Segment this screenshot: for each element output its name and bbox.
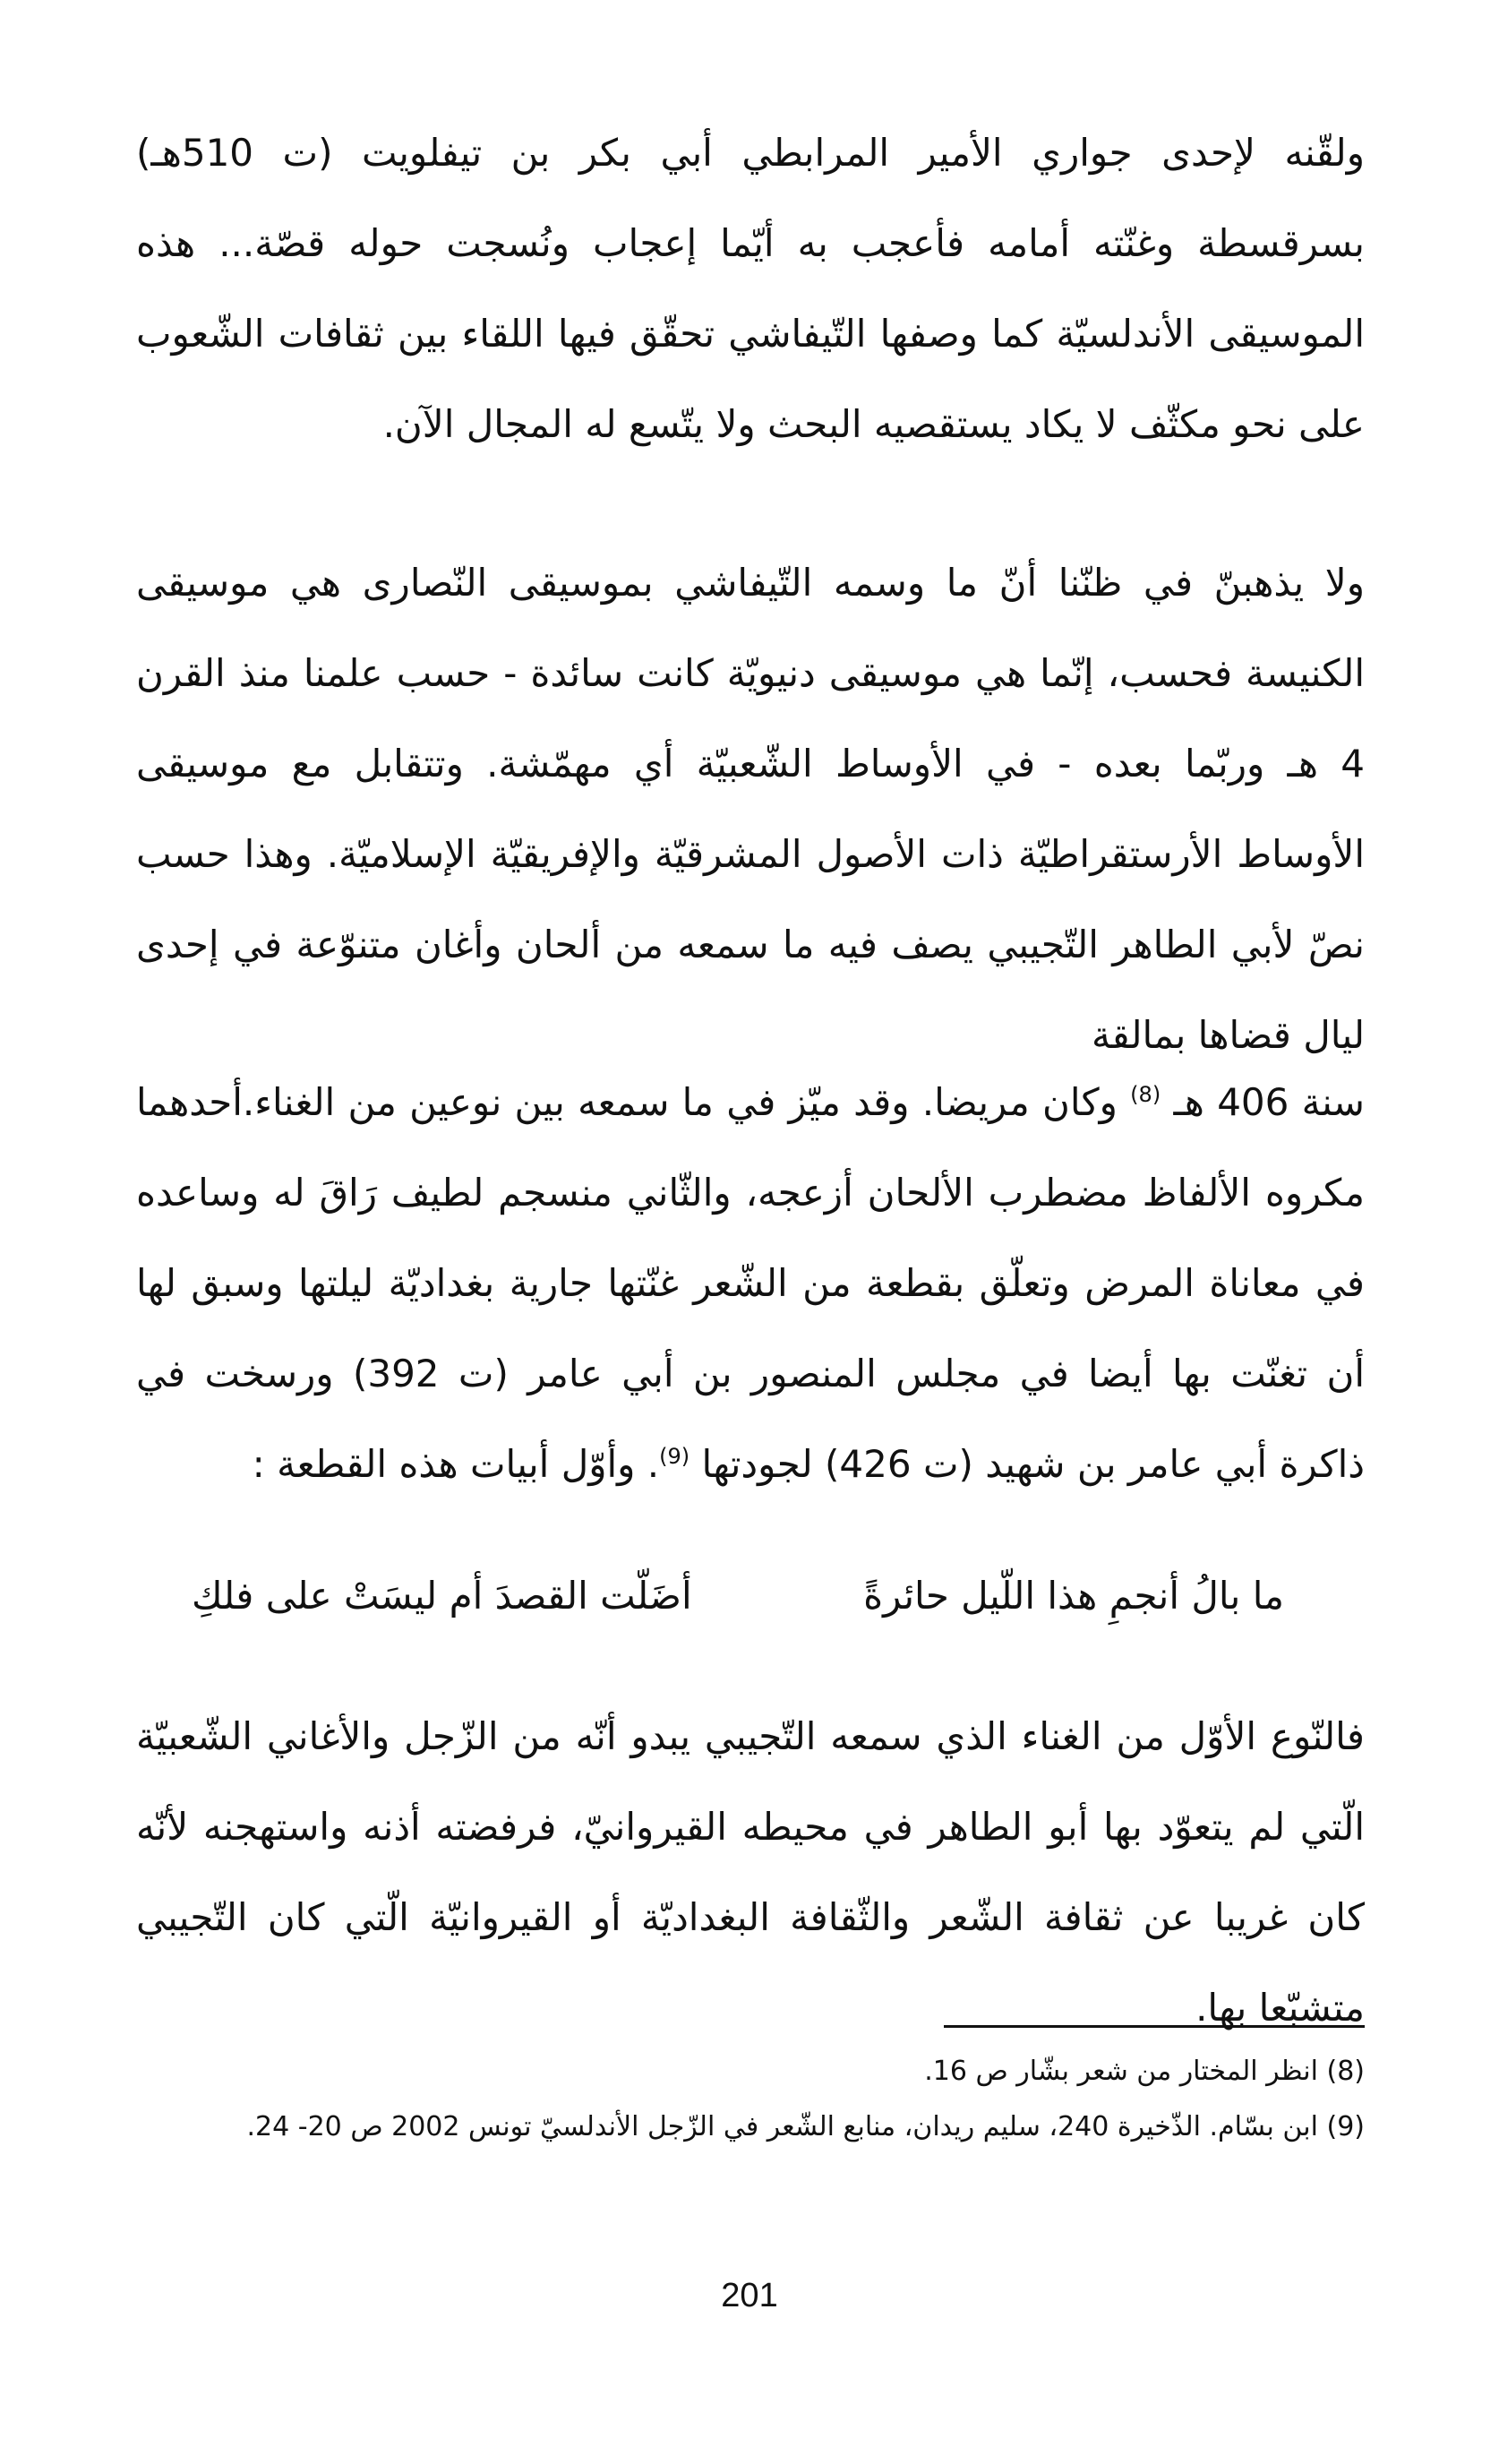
footnote-divider <box>944 2025 1365 2028</box>
paragraph-text: فالنّوع الأوّل من الغناء الذي سمعه التّجيبي يبدو أنّه من الزّجل والأغاني الشّعبيّة الّتي لم يتعوّد بها أبو الطاهر في محيطه القيروانيّ، فرفضته أذنه واستهجنه لأنّه كان غريبا عن ثقافة الشّعر والثّقافة البغداديّة أو القيروانيّة الّتي كان التّجيبي متشبّعا بها. <box>136 1714 1365 2030</box>
paragraph-2 <box>136 537 1365 1080</box>
footnote-ref-8: (8) <box>1130 1082 1161 1107</box>
poetry-verse <box>192 1560 1284 1632</box>
footnote-ref-9: (9) <box>659 1444 690 1469</box>
paragraph-text: ولقّنه لإحدى جواري الأمير المرابطي أبي بكر بن تيفلويت (ت 510هـ) بسرقسطة وغنّته أمامه فأعجب به أيّما إعجاب ونُسجت حوله قصّة... هذه الموسيقى الأندلسيّة كما وصفها التّيفاشي تحقّق فيها اللقاء بين ثقافات الشّعوب على نحو مكثّف لا يكاد يستقصيه البحث ولا يتّسع له المجال الآن. <box>136 131 1365 446</box>
footnote-8: (8) انظر المختار من شعر بشّار ص 16. <box>924 2056 1365 2087</box>
paragraph-1 <box>136 107 1365 469</box>
footnotes <box>136 2044 1365 2155</box>
paragraph-text-start: سنة 406 هـ <box>1173 1080 1366 1124</box>
paragraph-4 <box>136 1691 1365 2053</box>
paragraph-text-end: . وأوّل أبيات هذه القطعة : <box>252 1442 660 1486</box>
paragraph-text <box>136 1057 1365 1509</box>
footnote-9: (9) ابن بسّام. الذّخيرة 240، سليم ريدان، منابع الشّعر في الزّجل الأندلسيّ تونس 2002 ص 20- 24. <box>246 2111 1365 2142</box>
verse-second-hemistich: أضَلّت القصدَ أم ليسَتْ على فلكِ <box>192 1574 692 1618</box>
verse-first-hemistich: ما بالُ أنجمِ هذا اللّيل حائرةً <box>863 1574 1284 1618</box>
paragraph-text-middle: وكان مريضا. وقد ميّز في ما سمعه بين نوعين من الغناء.أحدهما مكروه الألفاظ مضطرب الألحان أزعجه، والثّاني منسجم لطيف رَاقَ له وساعده في معاناة المرض وتعلّق بقطعة من الشّعر غنّتها جارية بغداديّة ليلتها وسبق لها أن تغنّت بها أيضا في مجلس المنصور بن أبي عامر (ت 392) ورسخت في ذاكرة أبي عامر بن شهيد (ت 426) لجودتها <box>136 1080 1366 1486</box>
paragraph-3 <box>136 1057 1365 1509</box>
paragraph-text: ولا يذهبنّ في ظنّنا أنّ ما وسمه التّيفاشي بموسيقى النّصارى هي موسيقى الكنيسة فحسب، إنّما هي موسيقى دنيويّة كانت سائدة - حسب علمنا منذ القرن 4 هـ وربّما بعده - في الأوساط الشّعبيّة أي مهمّشة. وتتقابل مع موسيقى الأوساط الأرستقراطيّة ذات الأصول المشرقيّة والإفريقيّة الإسلاميّة. وهذا حسب نصّ لأبي الطاهر التّجيبي يصف فيه ما سمعه من ألحان وأغان متنوّعة في إحدى ليال قضاها بمالقة <box>136 561 1365 1057</box>
page-number: 201 <box>721 2277 778 2314</box>
